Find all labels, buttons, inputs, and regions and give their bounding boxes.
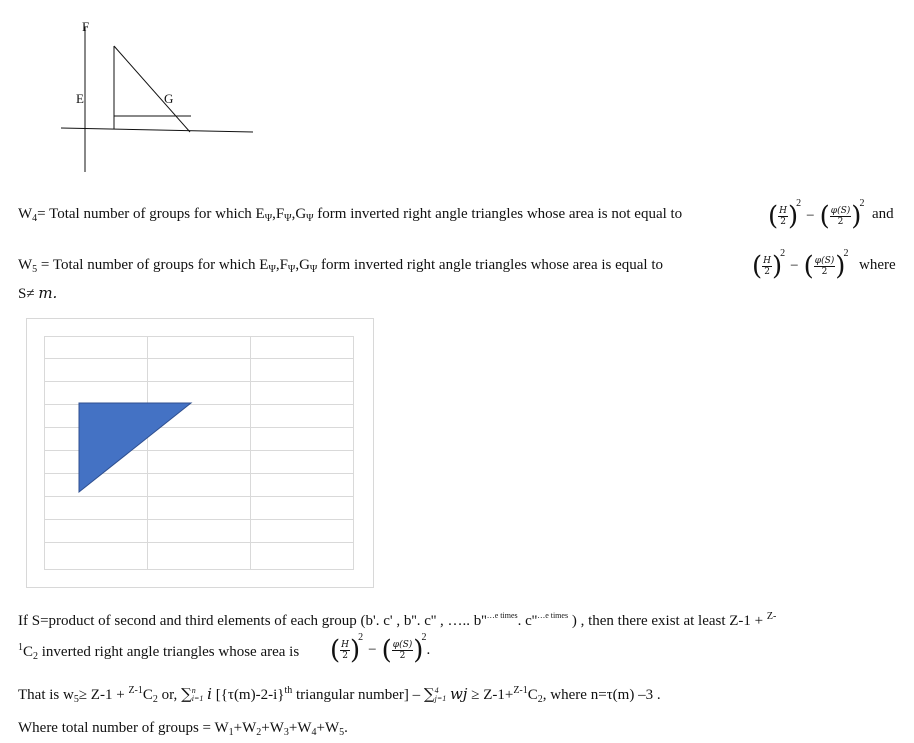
label-e: E	[76, 91, 84, 106]
paragraph-product-line1: If S=product of second and third elements of each group (b'. c' , b''. c'' , ….. $b''^{\dots e times}$. $c''^{\dots e times}$ ) , then there exist at least Z-1 + $^{Z-}$	[18, 611, 777, 629]
blue-triangle	[79, 403, 191, 492]
label-f: F	[82, 19, 90, 34]
w5-formula: ( $\frac{H}{2}$ )$^2$− ( $\frac{\varphi(S)}{2}$ )$^2$	[752, 248, 849, 282]
w4-formula: ( $\frac{H}{2}$ )$^2$− ( $\frac{\varphi(S)}{2}$ )$^2$	[768, 198, 865, 232]
w5-where: where	[859, 257, 896, 273]
grid-with-triangle	[44, 336, 354, 570]
w4-definition: $W_4=$ Total number of groups for which $E_\Psi,F_\Psi,G_\Psi$ form inverted right angle triangles whose area is not equal to	[18, 206, 683, 224]
horizontal-axis	[61, 128, 253, 132]
triangle-figure	[55, 15, 265, 180]
triangle-hypotenuse	[114, 46, 190, 132]
paragraph-total-groups: Where total number of groups = $W_1+W_2+W_3+W_4+W_5$.	[18, 720, 348, 738]
paragraph-product-line2: $^1C_2$ inverted right angle triangles whose area is	[18, 642, 300, 662]
paragraph-that-is: That is $w_5\ge Z-1 + ^{Z-1}C_2$ or, ∑ n i=1 i [$\{\tau(m)-2-i\}^{th}$ triangular number] – ∑ 4 j=1 wj ≥ $Z-1+^{Z-1}C_2$, where n=τ(m) –3 .	[18, 685, 661, 705]
p1-formula: ( $\frac{H}{2}$ )$^2$− ( $\frac{\varphi(S)}{2}$ )$^2$.	[330, 632, 431, 666]
w4-and: and	[872, 206, 894, 222]
label-g: G	[164, 91, 174, 106]
w5-definition: $W_5$ = Total number of groups for which $E_\Psi,F_\Psi,G_\Psi$ form inverted right angle triangles whose area is equal to	[18, 257, 664, 275]
s-not-equal-m: S≠ m.	[18, 284, 58, 302]
